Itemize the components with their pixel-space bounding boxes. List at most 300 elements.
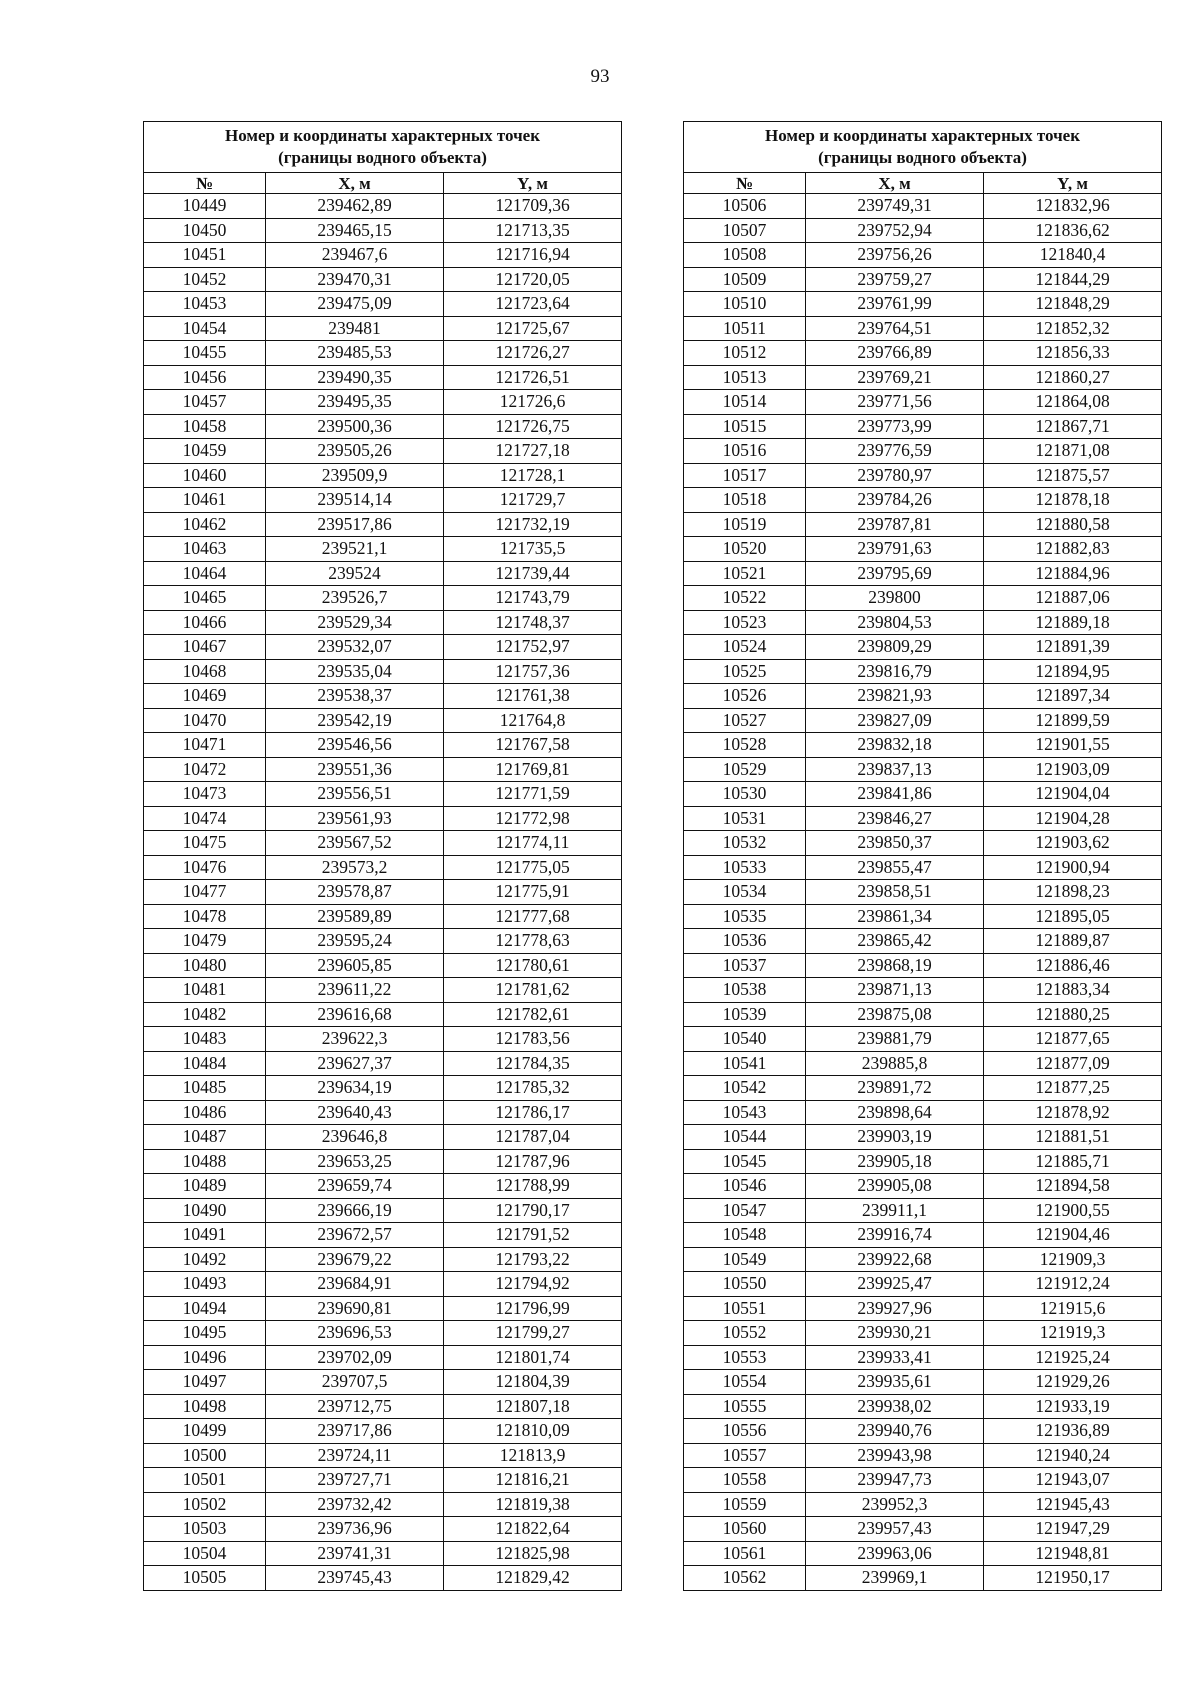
table-row	[684, 635, 1162, 660]
cell-y-coordinate: 121894,95	[984, 659, 1162, 684]
table-row	[144, 1076, 622, 1101]
table-row	[144, 1321, 622, 1346]
cell-y-coordinate: 121880,58	[984, 512, 1162, 537]
cell-y-coordinate: 121898,23	[984, 880, 1162, 905]
cell-point-number: 10464	[144, 561, 266, 586]
cell-y-coordinate: 121713,35	[444, 218, 622, 243]
cell-y-coordinate: 121782,61	[444, 1002, 622, 1027]
cell-point-number: 10507	[684, 218, 806, 243]
table-row	[144, 218, 622, 243]
cell-point-number: 10465	[144, 586, 266, 611]
cell-x-coordinate: 239905,18	[806, 1149, 984, 1174]
cell-y-coordinate: 121716,94	[444, 243, 622, 268]
cell-y-coordinate: 121764,8	[444, 708, 622, 733]
cell-point-number: 10538	[684, 978, 806, 1003]
table-row	[144, 806, 622, 831]
table-row	[684, 855, 1162, 880]
table-row	[144, 929, 622, 954]
cell-y-coordinate: 121778,63	[444, 929, 622, 954]
table-row	[144, 365, 622, 390]
table-row	[144, 880, 622, 905]
table-row	[684, 1468, 1162, 1493]
table-row	[144, 953, 622, 978]
table-row	[144, 316, 622, 341]
cell-y-coordinate: 121864,08	[984, 390, 1162, 415]
cell-x-coordinate: 239933,41	[806, 1345, 984, 1370]
cell-point-number: 10452	[144, 267, 266, 292]
cell-x-coordinate: 239858,51	[806, 880, 984, 905]
cell-point-number: 10543	[684, 1100, 806, 1125]
cell-y-coordinate: 121829,42	[444, 1566, 622, 1591]
table-row	[144, 1296, 622, 1321]
cell-y-coordinate: 121856,33	[984, 341, 1162, 366]
cell-y-coordinate: 121912,24	[984, 1272, 1162, 1297]
table-row	[684, 806, 1162, 831]
cell-x-coordinate: 239532,07	[266, 635, 444, 660]
cell-x-coordinate: 239500,36	[266, 414, 444, 439]
cell-point-number: 10493	[144, 1272, 266, 1297]
table-row	[144, 904, 622, 929]
cell-point-number: 10518	[684, 488, 806, 513]
cell-point-number: 10461	[144, 488, 266, 513]
table-row	[144, 733, 622, 758]
cell-point-number: 10509	[684, 267, 806, 292]
cell-y-coordinate: 121761,38	[444, 684, 622, 709]
cell-point-number: 10475	[144, 831, 266, 856]
cell-x-coordinate: 239634,19	[266, 1076, 444, 1101]
cell-point-number: 10497	[144, 1370, 266, 1395]
table-row	[684, 194, 1162, 219]
cell-point-number: 10546	[684, 1174, 806, 1199]
cell-x-coordinate: 239696,53	[266, 1321, 444, 1346]
cell-point-number: 10549	[684, 1247, 806, 1272]
table-row	[144, 1345, 622, 1370]
cell-x-coordinate: 239846,27	[806, 806, 984, 831]
cell-x-coordinate: 239622,3	[266, 1027, 444, 1052]
cell-x-coordinate: 239475,09	[266, 292, 444, 317]
table-row	[684, 414, 1162, 439]
cell-x-coordinate: 239791,63	[806, 537, 984, 562]
cell-y-coordinate: 121783,56	[444, 1027, 622, 1052]
cell-point-number: 10482	[144, 1002, 266, 1027]
table-row	[144, 1051, 622, 1076]
cell-point-number: 10525	[684, 659, 806, 684]
table-row	[684, 904, 1162, 929]
cell-y-coordinate: 121723,64	[444, 292, 622, 317]
cell-y-coordinate: 121728,1	[444, 463, 622, 488]
table-row	[684, 1419, 1162, 1444]
cell-y-coordinate: 121894,58	[984, 1174, 1162, 1199]
cell-point-number: 10503	[144, 1517, 266, 1542]
cell-y-coordinate: 121804,39	[444, 1370, 622, 1395]
cell-point-number: 10551	[684, 1296, 806, 1321]
column-header-x: X, м	[266, 173, 444, 194]
cell-point-number: 10505	[144, 1566, 266, 1591]
cell-x-coordinate: 239551,36	[266, 757, 444, 782]
cell-point-number: 10473	[144, 782, 266, 807]
cell-point-number: 10508	[684, 243, 806, 268]
cell-y-coordinate: 121860,27	[984, 365, 1162, 390]
cell-x-coordinate: 239521,1	[266, 537, 444, 562]
cell-x-coordinate: 239717,86	[266, 1419, 444, 1444]
cell-x-coordinate: 239561,93	[266, 806, 444, 831]
cell-x-coordinate: 239462,89	[266, 194, 444, 219]
cell-y-coordinate: 121899,59	[984, 708, 1162, 733]
table-row	[684, 316, 1162, 341]
cell-y-coordinate: 121771,59	[444, 782, 622, 807]
table-row	[684, 733, 1162, 758]
cell-point-number: 10535	[684, 904, 806, 929]
cell-point-number: 10555	[684, 1394, 806, 1419]
cell-point-number: 10528	[684, 733, 806, 758]
table-row	[144, 537, 622, 562]
table-row	[684, 1198, 1162, 1223]
cell-x-coordinate: 239546,56	[266, 733, 444, 758]
cell-x-coordinate: 239905,08	[806, 1174, 984, 1199]
cell-point-number: 10527	[684, 708, 806, 733]
cell-point-number: 10550	[684, 1272, 806, 1297]
cell-x-coordinate: 239957,43	[806, 1517, 984, 1542]
cell-y-coordinate: 121832,96	[984, 194, 1162, 219]
table-row	[144, 1541, 622, 1566]
cell-point-number: 10494	[144, 1296, 266, 1321]
cell-point-number: 10481	[144, 978, 266, 1003]
cell-point-number: 10480	[144, 953, 266, 978]
cell-y-coordinate: 121793,22	[444, 1247, 622, 1272]
cell-y-coordinate: 121878,92	[984, 1100, 1162, 1125]
cell-y-coordinate: 121877,25	[984, 1076, 1162, 1101]
cell-x-coordinate: 239925,47	[806, 1272, 984, 1297]
cell-y-coordinate: 121752,97	[444, 635, 622, 660]
cell-x-coordinate: 239784,26	[806, 488, 984, 513]
cell-x-coordinate: 239535,04	[266, 659, 444, 684]
cell-x-coordinate: 239832,18	[806, 733, 984, 758]
cell-x-coordinate: 239947,73	[806, 1468, 984, 1493]
table-row	[144, 267, 622, 292]
cell-y-coordinate: 121909,3	[984, 1247, 1162, 1272]
cell-point-number: 10557	[684, 1443, 806, 1468]
cell-point-number: 10522	[684, 586, 806, 611]
cell-point-number: 10530	[684, 782, 806, 807]
cell-y-coordinate: 121948,81	[984, 1541, 1162, 1566]
table-row	[684, 561, 1162, 586]
cell-x-coordinate: 239690,81	[266, 1296, 444, 1321]
cell-point-number: 10467	[144, 635, 266, 660]
cell-point-number: 10562	[684, 1566, 806, 1591]
table-row	[684, 1370, 1162, 1395]
table-row	[144, 635, 622, 660]
cell-x-coordinate: 239640,43	[266, 1100, 444, 1125]
table-row	[144, 463, 622, 488]
cell-x-coordinate: 239702,09	[266, 1345, 444, 1370]
table-title-line1: Номер и координаты характерных точек	[765, 126, 1081, 145]
cell-x-coordinate: 239589,89	[266, 904, 444, 929]
cell-y-coordinate: 121739,44	[444, 561, 622, 586]
column-header-y: Y, м	[984, 173, 1162, 194]
cell-x-coordinate: 239595,24	[266, 929, 444, 954]
cell-point-number: 10504	[144, 1541, 266, 1566]
table-row	[684, 1321, 1162, 1346]
cell-x-coordinate: 239573,2	[266, 855, 444, 880]
cell-x-coordinate: 239804,53	[806, 610, 984, 635]
cell-point-number: 10451	[144, 243, 266, 268]
cell-x-coordinate: 239732,42	[266, 1492, 444, 1517]
table-row	[684, 512, 1162, 537]
cell-x-coordinate: 239943,98	[806, 1443, 984, 1468]
cell-x-coordinate: 239724,11	[266, 1443, 444, 1468]
table-row	[684, 880, 1162, 905]
cell-y-coordinate: 121769,81	[444, 757, 622, 782]
cell-y-coordinate: 121880,25	[984, 1002, 1162, 1027]
cell-y-coordinate: 121772,98	[444, 806, 622, 831]
cell-y-coordinate: 121889,87	[984, 929, 1162, 954]
table-row	[144, 414, 622, 439]
cell-point-number: 10495	[144, 1321, 266, 1346]
cell-x-coordinate: 239963,06	[806, 1541, 984, 1566]
table-row	[144, 1394, 622, 1419]
table-row	[144, 1468, 622, 1493]
cell-x-coordinate: 239749,31	[806, 194, 984, 219]
cell-point-number: 10483	[144, 1027, 266, 1052]
cell-point-number: 10460	[144, 463, 266, 488]
cell-point-number: 10477	[144, 880, 266, 905]
table-row	[144, 1002, 622, 1027]
cell-y-coordinate: 121822,64	[444, 1517, 622, 1542]
cell-x-coordinate: 239841,86	[806, 782, 984, 807]
cell-point-number: 10510	[684, 292, 806, 317]
cell-x-coordinate: 239470,31	[266, 267, 444, 292]
cell-x-coordinate: 239736,96	[266, 1517, 444, 1542]
cell-x-coordinate: 239712,75	[266, 1394, 444, 1419]
table-row	[684, 1272, 1162, 1297]
table-title	[144, 122, 622, 173]
cell-x-coordinate: 239745,43	[266, 1566, 444, 1591]
table-row	[684, 1051, 1162, 1076]
cell-y-coordinate: 121875,57	[984, 463, 1162, 488]
cell-x-coordinate: 239505,26	[266, 439, 444, 464]
table-title-line2: (границы водного объекта)	[278, 148, 487, 167]
cell-y-coordinate: 121785,32	[444, 1076, 622, 1101]
cell-x-coordinate: 239776,59	[806, 439, 984, 464]
cell-y-coordinate: 121748,37	[444, 610, 622, 635]
table-row	[144, 855, 622, 880]
cell-point-number: 10552	[684, 1321, 806, 1346]
table-title-line2: (границы водного объекта)	[818, 148, 1027, 167]
cell-x-coordinate: 239485,53	[266, 341, 444, 366]
table-row	[144, 439, 622, 464]
cell-point-number: 10547	[684, 1198, 806, 1223]
table-row	[684, 1296, 1162, 1321]
column-header-y: Y, м	[444, 173, 622, 194]
cell-point-number: 10544	[684, 1125, 806, 1150]
cell-y-coordinate: 121807,18	[444, 1394, 622, 1419]
cell-y-coordinate: 121867,71	[984, 414, 1162, 439]
table-row	[144, 1027, 622, 1052]
table-row	[684, 978, 1162, 1003]
table-row	[144, 1198, 622, 1223]
table-row	[684, 1247, 1162, 1272]
cell-x-coordinate: 239509,9	[266, 463, 444, 488]
table-row	[684, 1443, 1162, 1468]
table-row	[144, 757, 622, 782]
cell-x-coordinate: 239850,37	[806, 831, 984, 856]
cell-x-coordinate: 239800	[806, 586, 984, 611]
table-row	[144, 1125, 622, 1150]
table-row	[144, 341, 622, 366]
cell-point-number: 10474	[144, 806, 266, 831]
table-row	[144, 782, 622, 807]
cell-point-number: 10502	[144, 1492, 266, 1517]
cell-point-number: 10541	[684, 1051, 806, 1076]
cell-x-coordinate: 239881,79	[806, 1027, 984, 1052]
cell-point-number: 10534	[684, 880, 806, 905]
cell-y-coordinate: 121840,4	[984, 243, 1162, 268]
cell-point-number: 10449	[144, 194, 266, 219]
cell-point-number: 10484	[144, 1051, 266, 1076]
cell-x-coordinate: 239938,02	[806, 1394, 984, 1419]
cell-x-coordinate: 239935,61	[806, 1370, 984, 1395]
table-row	[684, 267, 1162, 292]
table-row	[684, 1492, 1162, 1517]
cell-x-coordinate: 239861,34	[806, 904, 984, 929]
cell-point-number: 10526	[684, 684, 806, 709]
cell-y-coordinate: 121895,05	[984, 904, 1162, 929]
cell-x-coordinate: 239646,8	[266, 1125, 444, 1150]
column-header-x: X, м	[806, 173, 984, 194]
cell-x-coordinate: 239481	[266, 316, 444, 341]
table-row	[144, 1100, 622, 1125]
cell-y-coordinate: 121915,6	[984, 1296, 1162, 1321]
cell-x-coordinate: 239517,86	[266, 512, 444, 537]
cell-point-number: 10554	[684, 1370, 806, 1395]
table-row	[684, 1223, 1162, 1248]
table-row	[684, 1125, 1162, 1150]
cell-y-coordinate: 121844,29	[984, 267, 1162, 292]
cell-point-number: 10479	[144, 929, 266, 954]
cell-y-coordinate: 121904,46	[984, 1223, 1162, 1248]
cell-point-number: 10499	[144, 1419, 266, 1444]
cell-x-coordinate: 239769,21	[806, 365, 984, 390]
cell-y-coordinate: 121877,09	[984, 1051, 1162, 1076]
table-row	[684, 243, 1162, 268]
cell-y-coordinate: 121816,21	[444, 1468, 622, 1493]
table-title	[684, 122, 1162, 173]
cell-y-coordinate: 121891,39	[984, 635, 1162, 660]
cell-point-number: 10478	[144, 904, 266, 929]
cell-x-coordinate: 239773,99	[806, 414, 984, 439]
table-row	[684, 1174, 1162, 1199]
cell-y-coordinate: 121904,28	[984, 806, 1162, 831]
cell-y-coordinate: 121886,46	[984, 953, 1162, 978]
cell-point-number: 10486	[144, 1100, 266, 1125]
cell-x-coordinate: 239529,34	[266, 610, 444, 635]
cell-point-number: 10520	[684, 537, 806, 562]
cell-point-number: 10539	[684, 1002, 806, 1027]
table-row	[684, 684, 1162, 709]
cell-point-number: 10501	[144, 1468, 266, 1493]
table-row	[684, 1149, 1162, 1174]
cell-point-number: 10454	[144, 316, 266, 341]
cell-y-coordinate: 121775,91	[444, 880, 622, 905]
cell-y-coordinate: 121784,35	[444, 1051, 622, 1076]
cell-y-coordinate: 121848,29	[984, 292, 1162, 317]
cell-y-coordinate: 121709,36	[444, 194, 622, 219]
cell-y-coordinate: 121903,62	[984, 831, 1162, 856]
table-row	[144, 708, 622, 733]
table-row	[144, 390, 622, 415]
cell-x-coordinate: 239542,19	[266, 708, 444, 733]
cell-x-coordinate: 239616,68	[266, 1002, 444, 1027]
cell-x-coordinate: 239761,99	[806, 292, 984, 317]
cell-x-coordinate: 239526,7	[266, 586, 444, 611]
cell-y-coordinate: 121810,09	[444, 1419, 622, 1444]
cell-x-coordinate: 239821,93	[806, 684, 984, 709]
table-row	[684, 708, 1162, 733]
cell-y-coordinate: 121801,74	[444, 1345, 622, 1370]
cell-y-coordinate: 121836,62	[984, 218, 1162, 243]
table-row	[684, 292, 1162, 317]
coordinates-table-right	[683, 121, 1162, 1591]
cell-point-number: 10472	[144, 757, 266, 782]
cell-y-coordinate: 121726,51	[444, 365, 622, 390]
cell-x-coordinate: 239679,22	[266, 1247, 444, 1272]
table-row	[144, 586, 622, 611]
cell-x-coordinate: 239707,5	[266, 1370, 444, 1395]
cell-x-coordinate: 239911,1	[806, 1198, 984, 1223]
cell-point-number: 10500	[144, 1443, 266, 1468]
table-row	[144, 1174, 622, 1199]
cell-point-number: 10459	[144, 439, 266, 464]
cell-point-number: 10485	[144, 1076, 266, 1101]
cell-x-coordinate: 239605,85	[266, 953, 444, 978]
cell-x-coordinate: 239868,19	[806, 953, 984, 978]
cell-y-coordinate: 121775,05	[444, 855, 622, 880]
cell-x-coordinate: 239855,47	[806, 855, 984, 880]
cell-point-number: 10516	[684, 439, 806, 464]
cell-y-coordinate: 121726,27	[444, 341, 622, 366]
cell-y-coordinate: 121900,94	[984, 855, 1162, 880]
cell-x-coordinate: 239930,21	[806, 1321, 984, 1346]
cell-point-number: 10548	[684, 1223, 806, 1248]
cell-x-coordinate: 239467,6	[266, 243, 444, 268]
table-row	[144, 831, 622, 856]
cell-y-coordinate: 121925,24	[984, 1345, 1162, 1370]
cell-y-coordinate: 121883,34	[984, 978, 1162, 1003]
cell-y-coordinate: 121943,07	[984, 1468, 1162, 1493]
cell-x-coordinate: 239524	[266, 561, 444, 586]
table-row	[144, 1247, 622, 1272]
table-row	[684, 390, 1162, 415]
table-row	[144, 1223, 622, 1248]
cell-x-coordinate: 239827,09	[806, 708, 984, 733]
cell-point-number: 10513	[684, 365, 806, 390]
cell-x-coordinate: 239795,69	[806, 561, 984, 586]
cell-point-number: 10529	[684, 757, 806, 782]
cell-y-coordinate: 121767,58	[444, 733, 622, 758]
cell-x-coordinate: 239653,25	[266, 1149, 444, 1174]
cell-x-coordinate: 239538,37	[266, 684, 444, 709]
cell-point-number: 10453	[144, 292, 266, 317]
cell-y-coordinate: 121796,99	[444, 1296, 622, 1321]
cell-y-coordinate: 121940,24	[984, 1443, 1162, 1468]
cell-point-number: 10468	[144, 659, 266, 684]
table-row	[144, 1149, 622, 1174]
cell-x-coordinate: 239611,22	[266, 978, 444, 1003]
table-row	[684, 365, 1162, 390]
cell-y-coordinate: 121726,75	[444, 414, 622, 439]
table-row	[684, 1076, 1162, 1101]
table-row	[144, 194, 622, 219]
